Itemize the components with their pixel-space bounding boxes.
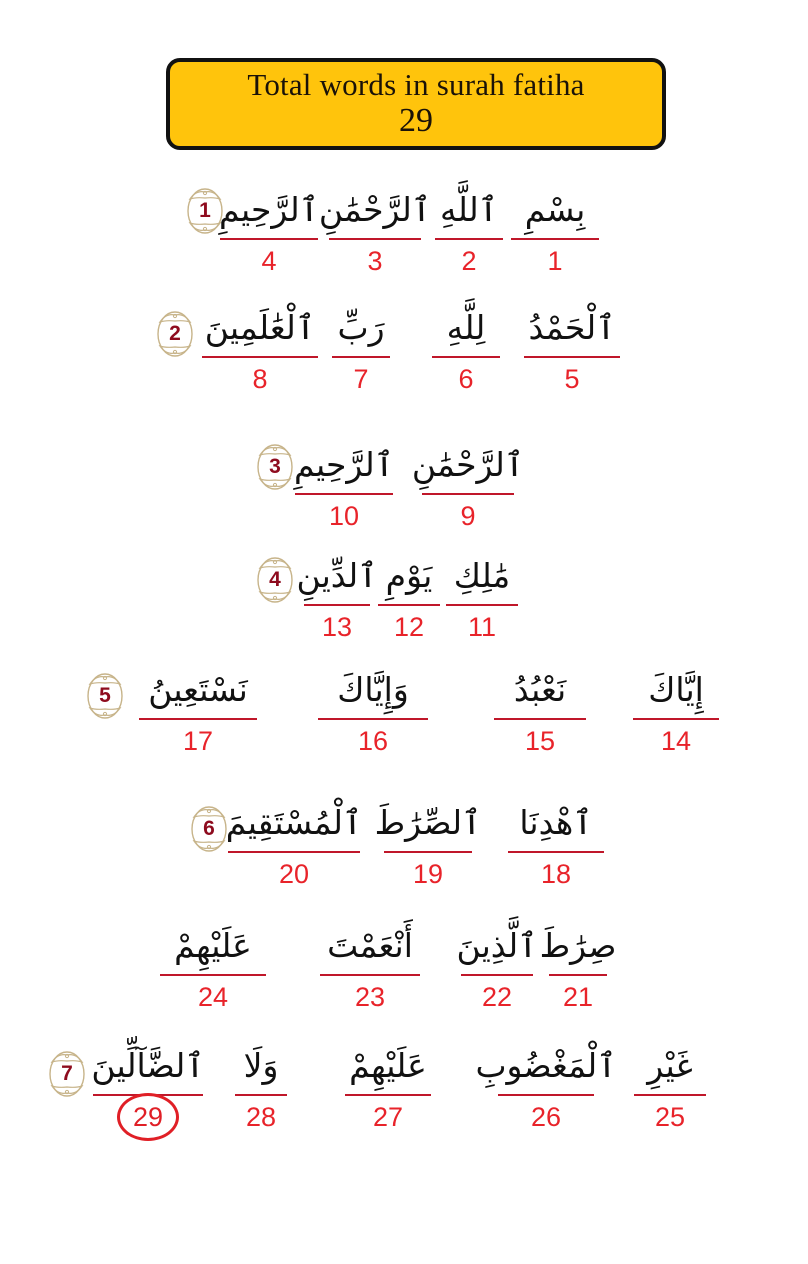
word-arabic: عَلَيْهِمْ bbox=[174, 926, 252, 965]
ayah-marker-4 bbox=[252, 554, 298, 606]
ayah-marker-number: 6 bbox=[203, 817, 215, 840]
word-underline bbox=[511, 238, 599, 240]
word-block bbox=[518, 300, 626, 396]
verse-row-1 bbox=[0, 182, 808, 302]
word-number: 21 bbox=[562, 982, 594, 1012]
word-block bbox=[216, 1038, 306, 1134]
word-block bbox=[190, 300, 330, 396]
verse-row-6 bbox=[0, 795, 808, 915]
word-number: 15 bbox=[524, 726, 556, 756]
word-underline bbox=[549, 974, 607, 976]
verse-row-4 bbox=[0, 548, 808, 668]
word-underline bbox=[304, 604, 370, 606]
word-number-total-highlight: 29 bbox=[133, 1100, 163, 1134]
word-number: 3 bbox=[367, 246, 383, 276]
word-arabic: ٱلصِّرَٰطَ bbox=[374, 803, 482, 842]
word-block bbox=[422, 300, 510, 396]
word-arabic: إِيَّاكَ bbox=[648, 670, 704, 709]
banner-title: Total words in surah fatiha bbox=[247, 66, 585, 102]
ayah-marker-number: 4 bbox=[269, 568, 281, 591]
word-arabic: ٱلْحَمْدُ bbox=[528, 308, 616, 347]
word-arabic: ٱلرَّحِيمِ bbox=[219, 190, 319, 229]
word-number: 5 bbox=[564, 364, 580, 394]
verse-row-7-line-2 bbox=[0, 1038, 808, 1158]
word-arabic: ٱللَّهِ bbox=[440, 190, 499, 229]
word-arabic: بِسْمِ bbox=[524, 190, 586, 229]
word-arabic: لِلَّهِ bbox=[446, 308, 486, 347]
word-block bbox=[475, 1038, 617, 1134]
word-underline bbox=[139, 718, 257, 720]
word-underline bbox=[228, 851, 360, 853]
word-arabic: ٱلدِّينِ bbox=[296, 556, 378, 595]
verse-row-3 bbox=[0, 437, 808, 557]
ayah-marker-number: 5 bbox=[99, 684, 111, 707]
word-number: 26 bbox=[530, 1102, 562, 1132]
word-arabic: وَلَا bbox=[243, 1046, 279, 1085]
verse-row-2 bbox=[0, 300, 808, 420]
word-underline bbox=[432, 356, 500, 358]
word-block bbox=[315, 182, 435, 278]
word-underline bbox=[634, 1094, 706, 1096]
ayah-marker-number: 7 bbox=[61, 1062, 73, 1085]
word-number: 20 bbox=[278, 859, 310, 889]
word-number: 8 bbox=[252, 364, 268, 394]
word-arabic: يَوْمِ bbox=[385, 556, 433, 595]
word-arabic: ٱلْعَٰلَمِينَ bbox=[204, 308, 316, 347]
word-underline bbox=[494, 718, 586, 720]
word-number: 18 bbox=[540, 859, 572, 889]
word-arabic: ٱلرَّحِيمِ bbox=[294, 445, 394, 484]
word-arabic: غَيْرِ bbox=[647, 1046, 693, 1085]
word-block bbox=[368, 548, 450, 644]
word-block bbox=[528, 918, 628, 1014]
word-underline bbox=[524, 356, 620, 358]
word-arabic: مَٰلِكِ bbox=[453, 556, 511, 595]
word-underline bbox=[202, 356, 318, 358]
verse-row-7-line-1 bbox=[0, 918, 808, 1038]
word-block bbox=[216, 795, 372, 891]
word-underline bbox=[332, 356, 390, 358]
word-number: 4 bbox=[261, 246, 277, 276]
word-underline bbox=[508, 851, 604, 853]
ayah-marker-5 bbox=[82, 670, 128, 722]
word-number: 10 bbox=[328, 501, 360, 531]
word-number: 12 bbox=[393, 612, 425, 642]
word-underline bbox=[329, 238, 421, 240]
word-number: 7 bbox=[353, 364, 369, 394]
word-arabic: وَإِيَّاكَ bbox=[337, 670, 409, 709]
word-arabic: نَعْبُدُ bbox=[513, 670, 567, 709]
word-underline bbox=[498, 1094, 594, 1096]
word-number: 11 bbox=[467, 612, 497, 642]
word-arabic: ٱلْمَغْضُوبِ bbox=[475, 1046, 617, 1085]
word-underline bbox=[378, 604, 440, 606]
word-block bbox=[318, 300, 404, 396]
word-arabic: ٱلَّذِينَ bbox=[456, 926, 538, 965]
word-underline bbox=[345, 1094, 431, 1096]
word-number: 27 bbox=[372, 1102, 404, 1132]
word-arabic: ٱلْمُسْتَقِيمَ bbox=[225, 803, 363, 842]
word-number: 13 bbox=[321, 612, 353, 642]
word-block bbox=[622, 1038, 718, 1134]
word-block bbox=[288, 437, 400, 533]
word-block-highlighted bbox=[84, 1038, 212, 1134]
word-arabic: ٱلرَّحْمَٰنِ bbox=[411, 445, 525, 484]
word-underline bbox=[435, 238, 503, 240]
word-number: 24 bbox=[197, 982, 229, 1012]
word-block bbox=[626, 662, 726, 758]
word-number: 6 bbox=[458, 364, 474, 394]
total-words-banner bbox=[166, 58, 666, 150]
word-underline bbox=[93, 1094, 203, 1096]
word-block bbox=[213, 182, 325, 278]
word-number: 23 bbox=[354, 982, 386, 1012]
word-block bbox=[486, 662, 594, 758]
word-block bbox=[310, 662, 436, 758]
word-arabic: رَبِّ bbox=[337, 308, 385, 347]
word-arabic: أَنْعَمْتَ bbox=[327, 926, 413, 965]
word-block bbox=[423, 182, 515, 278]
word-block bbox=[505, 182, 605, 278]
highlight-ellipse bbox=[117, 1093, 179, 1141]
word-arabic: ٱلضَّآلِّينَ bbox=[91, 1046, 205, 1085]
word-arabic: ٱلرَّحْمَٰنِ bbox=[318, 190, 432, 229]
verse-row-5 bbox=[0, 662, 808, 782]
word-block bbox=[500, 795, 612, 891]
ayah-marker-number: 3 bbox=[269, 455, 281, 478]
word-number: 14 bbox=[660, 726, 692, 756]
word-number: 17 bbox=[182, 726, 214, 756]
word-arabic: عَلَيْهِمْ bbox=[349, 1046, 427, 1085]
word-underline bbox=[384, 851, 472, 853]
ayah-marker-number: 2 bbox=[169, 322, 181, 345]
word-block bbox=[452, 918, 542, 1014]
word-block bbox=[372, 795, 484, 891]
word-number: 22 bbox=[481, 982, 513, 1012]
banner-total-count: 29 bbox=[399, 102, 433, 140]
word-number: 28 bbox=[245, 1102, 277, 1132]
word-underline bbox=[235, 1094, 287, 1096]
word-number: 1 bbox=[547, 246, 563, 276]
word-underline bbox=[320, 974, 420, 976]
word-underline bbox=[295, 493, 393, 495]
word-block bbox=[126, 662, 270, 758]
word-number: 25 bbox=[654, 1102, 686, 1132]
word-number: 9 bbox=[460, 501, 476, 531]
word-underline bbox=[446, 604, 518, 606]
word-number: 2 bbox=[461, 246, 477, 276]
word-arabic: صِرَٰطَ bbox=[539, 926, 617, 965]
word-underline bbox=[633, 718, 719, 720]
word-arabic: ٱهْدِنَا bbox=[519, 803, 593, 842]
word-underline bbox=[220, 238, 318, 240]
word-underline bbox=[461, 974, 533, 976]
word-block bbox=[408, 437, 528, 533]
word-block bbox=[294, 548, 380, 644]
word-underline bbox=[160, 974, 266, 976]
word-block bbox=[324, 1038, 452, 1134]
word-block bbox=[310, 918, 430, 1014]
word-arabic: نَسْتَعِينُ bbox=[148, 670, 248, 709]
ayah-marker-number: 1 bbox=[199, 199, 211, 222]
word-number: 16 bbox=[357, 726, 389, 756]
word-underline bbox=[318, 718, 428, 720]
word-number: 19 bbox=[412, 859, 444, 889]
word-underline bbox=[422, 493, 514, 495]
word-block bbox=[148, 918, 278, 1014]
